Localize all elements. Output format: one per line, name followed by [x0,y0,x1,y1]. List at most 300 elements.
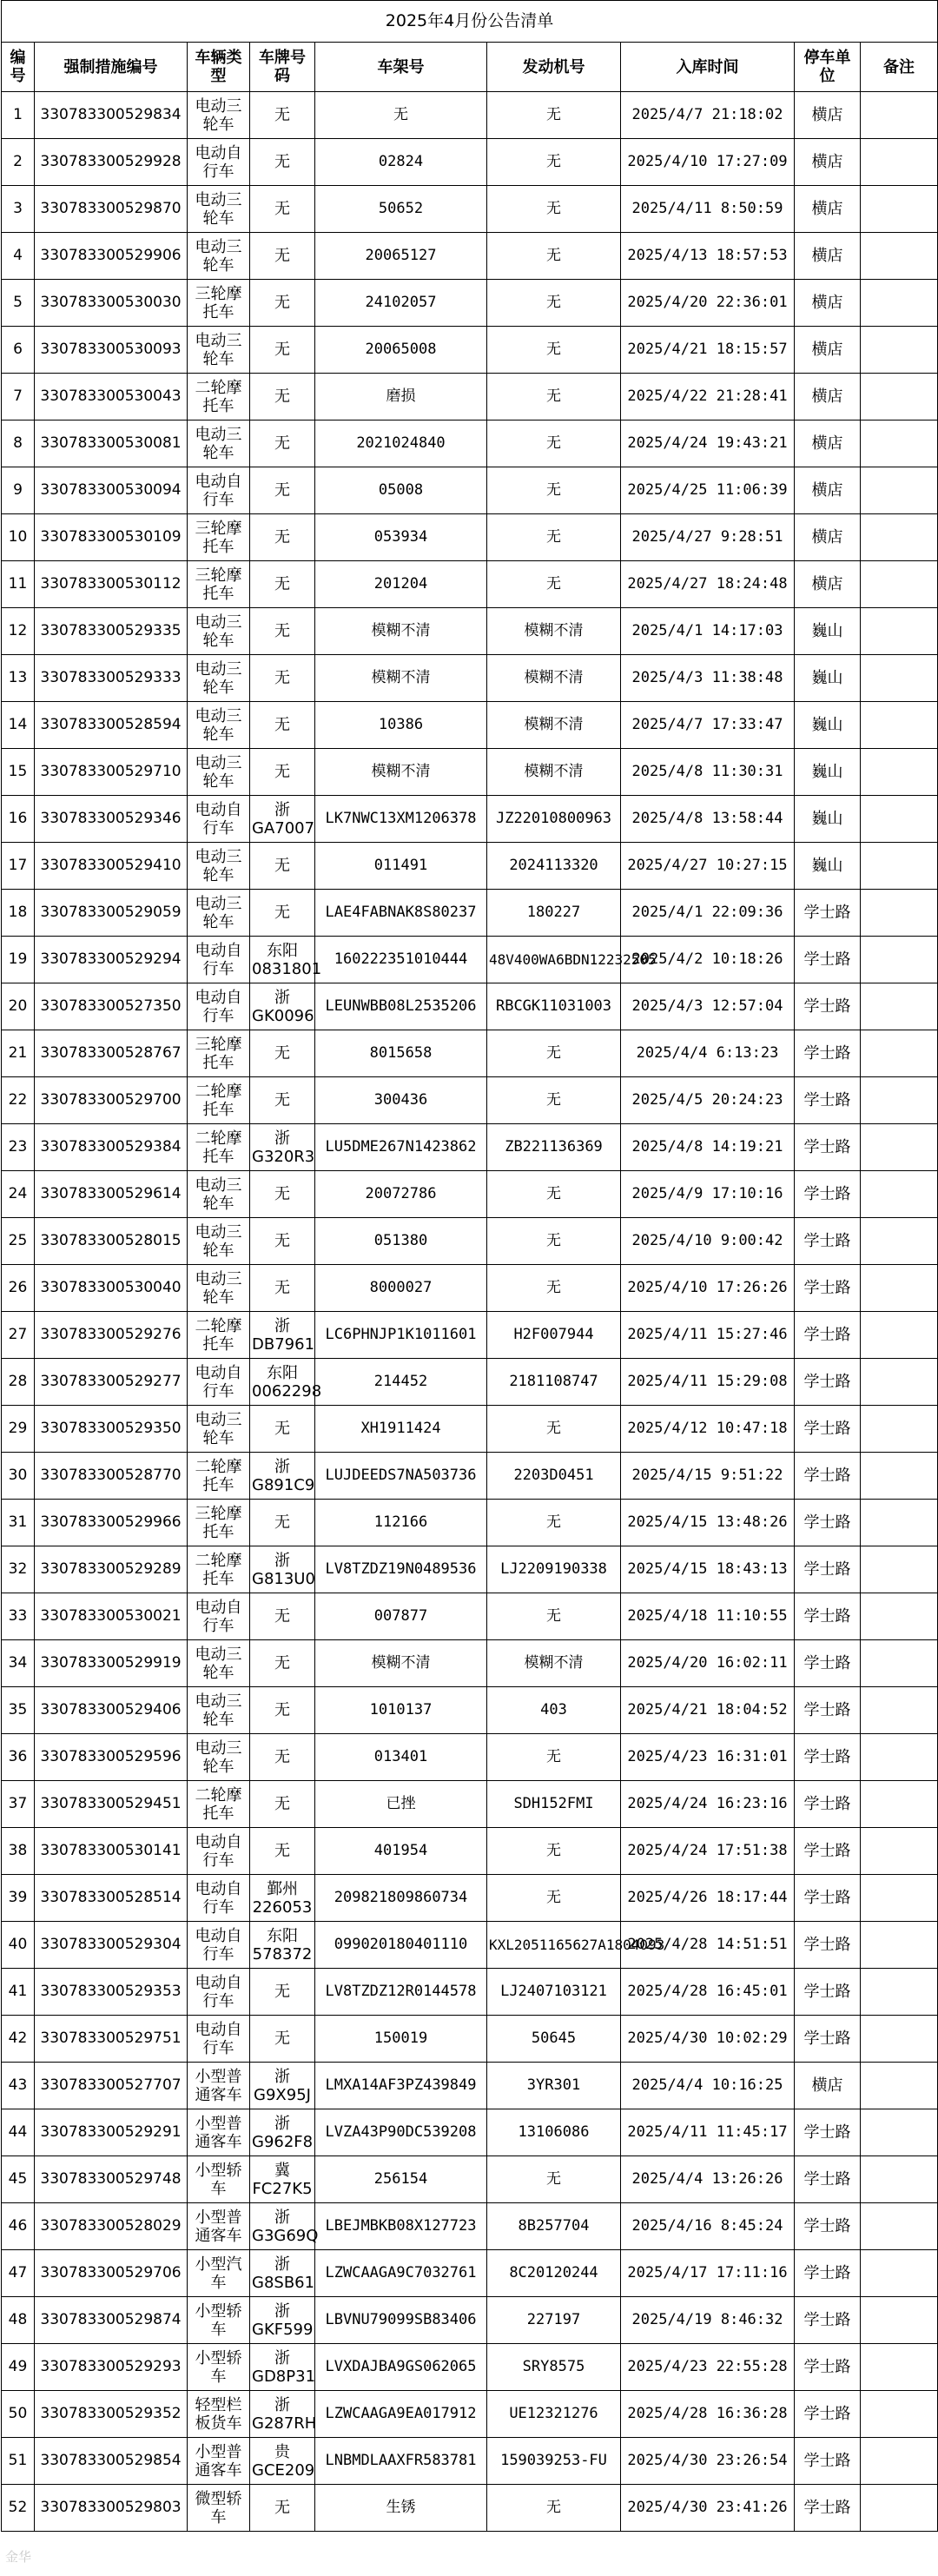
cell-frame-number: 300436 [315,1077,487,1124]
cell-number: 35 [2,1687,35,1734]
cell-frame-number: 模糊不清 [315,749,487,796]
cell-engine-number: SRY8575 [487,2344,621,2391]
cell-engine-number: ZB221136369 [487,1124,621,1171]
col-header-frame-number: 车架号 [315,43,487,92]
cell-engine-number: 227197 [487,2297,621,2344]
header-row [2,43,938,92]
table-row [2,1734,938,1781]
cell-engine-number: 无 [487,1218,621,1265]
cell-frame-number: 50652 [315,186,487,233]
cell-number: 16 [2,796,35,843]
cell-frame-number: 011491 [315,843,487,890]
cell-parking-unit: 巍山 [795,843,861,890]
cell-frame-number: 160222351010444 [315,937,487,983]
cell-engine-number: 2024113320 [487,843,621,890]
cell-frame-number: 112166 [315,1500,487,1546]
cell-enforcement-id: 330783300529289 [35,1546,188,1593]
cell-remarks [861,2016,938,2063]
cell-vehicle-type: 电动自行车 [188,2016,250,2063]
cell-parking-unit: 学士路 [795,2203,861,2250]
cell-storage-time: 2025/4/24 16:23:16 [621,1781,795,1828]
cell-remarks [861,186,938,233]
cell-frame-number: 1010137 [315,1687,487,1734]
cell-frame-number: 013401 [315,1734,487,1781]
cell-engine-number: LJ2407103121 [487,1969,621,2016]
cell-remarks [861,1077,938,1124]
cell-parking-unit: 学士路 [795,1593,861,1640]
cell-engine-number: 无 [487,1030,621,1077]
cell-plate: 浙G813U0 [250,1546,315,1593]
cell-parking-unit: 巍山 [795,608,861,655]
cell-number: 1 [2,92,35,139]
cell-number: 4 [2,233,35,280]
cell-remarks [861,2250,938,2297]
cell-engine-number: 模糊不清 [487,702,621,749]
cell-number: 6 [2,327,35,374]
cell-storage-time: 2025/4/1 14:17:03 [621,608,795,655]
cell-vehicle-type: 小型普通客车 [188,2438,250,2485]
cell-frame-number: 214452 [315,1359,487,1406]
cell-enforcement-id: 330783300529596 [35,1734,188,1781]
cell-vehicle-type: 电动自行车 [188,1828,250,1875]
cell-frame-number: 无 [315,92,487,139]
cell-enforcement-id: 330783300529854 [35,2438,188,2485]
cell-engine-number: 无 [487,1171,621,1218]
cell-vehicle-type: 三轮摩托车 [188,1030,250,1077]
cell-remarks [861,421,938,467]
cell-engine-number: 无 [487,1593,621,1640]
cell-vehicle-type: 电动三轮车 [188,1687,250,1734]
cell-engine-number: 无 [487,1406,621,1453]
table-row [2,374,938,421]
cell-frame-number: LK7NWC13XM1206378 [315,796,487,843]
cell-vehicle-type: 电动自行车 [188,937,250,983]
cell-remarks [861,1218,938,1265]
cell-frame-number: 20065127 [315,233,487,280]
cell-enforcement-id: 330783300529304 [35,1922,188,1969]
cell-remarks [861,1546,938,1593]
cell-remarks [861,1406,938,1453]
cell-plate: 无 [250,327,315,374]
cell-number: 39 [2,1875,35,1922]
cell-storage-time: 2025/4/27 9:28:51 [621,514,795,561]
cell-enforcement-id: 330783300530094 [35,467,188,514]
cell-parking-unit: 学士路 [795,937,861,983]
cell-enforcement-id: 330783300529700 [35,1077,188,1124]
cell-number: 45 [2,2156,35,2203]
cell-number: 40 [2,1922,35,1969]
cell-enforcement-id: 330783300529834 [35,92,188,139]
cell-number: 32 [2,1546,35,1593]
cell-plate: 浙GD8P31 [250,2344,315,2391]
cell-enforcement-id: 330783300529277 [35,1359,188,1406]
cell-remarks [861,1593,938,1640]
cell-engine-number: 无 [487,374,621,421]
cell-vehicle-type: 电动三轮车 [188,1640,250,1687]
cell-enforcement-id: 330783300529614 [35,1171,188,1218]
watermark: 金华 [5,2549,32,2565]
cell-engine-number: UE12321276 [487,2391,621,2438]
cell-plate: 浙GA7007 [250,796,315,843]
cell-enforcement-id: 330783300529335 [35,608,188,655]
cell-storage-time: 2025/4/11 15:27:46 [621,1312,795,1359]
cell-parking-unit: 学士路 [795,2485,861,2532]
cell-plate: 无 [250,139,315,186]
cell-storage-time: 2025/4/16 8:45:24 [621,2203,795,2250]
cell-storage-time: 2025/4/26 18:17:44 [621,1875,795,1922]
cell-engine-number: 403 [487,1687,621,1734]
cell-plate: 冀FC27K5 [250,2156,315,2203]
cell-parking-unit: 巍山 [795,749,861,796]
cell-number: 9 [2,467,35,514]
cell-plate: 无 [250,280,315,327]
cell-plate: 鄞州226053 [250,1875,315,1922]
cell-engine-number: 8B257704 [487,2203,621,2250]
cell-number: 26 [2,1265,35,1312]
cell-storage-time: 2025/4/27 18:24:48 [621,561,795,608]
col-header-plate: 车牌号码 [250,43,315,92]
table-row [2,2297,938,2344]
cell-parking-unit: 学士路 [795,1875,861,1922]
cell-vehicle-type: 电动三轮车 [188,421,250,467]
cell-remarks [861,655,938,702]
cell-parking-unit: 巍山 [795,655,861,702]
cell-engine-number: KXL2051165627A1804093 [487,1922,621,1969]
cell-enforcement-id: 330783300530109 [35,514,188,561]
cell-plate: 无 [250,421,315,467]
cell-vehicle-type: 小型普通客车 [188,2109,250,2156]
cell-enforcement-id: 330783300530081 [35,421,188,467]
cell-storage-time: 2025/4/15 18:43:13 [621,1546,795,1593]
cell-enforcement-id: 330783300529276 [35,1312,188,1359]
cell-vehicle-type: 小型普通客车 [188,2063,250,2109]
table-row [2,937,938,983]
cell-remarks [861,1828,938,1875]
cell-remarks [861,561,938,608]
cell-number: 25 [2,1218,35,1265]
cell-number: 12 [2,608,35,655]
cell-remarks [861,1453,938,1500]
cell-vehicle-type: 电动自行车 [188,1593,250,1640]
table-row [2,1828,938,1875]
cell-vehicle-type: 电动自行车 [188,467,250,514]
cell-number: 27 [2,1312,35,1359]
table-row [2,749,938,796]
cell-vehicle-type: 小型普通客车 [188,2203,250,2250]
cell-enforcement-id: 330783300529870 [35,186,188,233]
cell-enforcement-id: 330783300529410 [35,843,188,890]
cell-remarks [861,514,938,561]
cell-engine-number: 无 [487,186,621,233]
title-row [2,1,938,43]
table-row [2,514,938,561]
cell-frame-number: 10386 [315,702,487,749]
cell-engine-number: 2203D0451 [487,1453,621,1500]
cell-remarks [861,702,938,749]
table-row [2,1922,938,1969]
cell-plate: 浙G962F8 [250,2109,315,2156]
cell-plate: 无 [250,1030,315,1077]
table-row [2,139,938,186]
cell-plate: 无 [250,1500,315,1546]
cell-vehicle-type: 电动三轮车 [188,1734,250,1781]
cell-vehicle-type: 二轮摩托车 [188,1077,250,1124]
cell-parking-unit: 学士路 [795,2250,861,2297]
cell-frame-number: 2021024840 [315,421,487,467]
cell-enforcement-id: 330783300530093 [35,327,188,374]
cell-vehicle-type: 电动三轮车 [188,1265,250,1312]
cell-vehicle-type: 二轮摩托车 [188,1312,250,1359]
cell-storage-time: 2025/4/8 11:30:31 [621,749,795,796]
cell-remarks [861,608,938,655]
cell-plate: 浙G9X95J [250,2063,315,2109]
cell-vehicle-type: 三轮摩托车 [188,1500,250,1546]
cell-storage-time: 2025/4/18 11:10:55 [621,1593,795,1640]
cell-parking-unit: 学士路 [795,1453,861,1500]
cell-vehicle-type: 电动三轮车 [188,1406,250,1453]
cell-storage-time: 2025/4/7 21:18:02 [621,92,795,139]
cell-plate: 无 [250,890,315,937]
cell-parking-unit: 学士路 [795,2438,861,2485]
cell-frame-number: LVZA43P90DC539208 [315,2109,487,2156]
cell-remarks [861,1687,938,1734]
cell-plate: 浙G320R3 [250,1124,315,1171]
cell-storage-time: 2025/4/20 16:02:11 [621,1640,795,1687]
table-row [2,92,938,139]
cell-storage-time: 2025/4/23 16:31:01 [621,1734,795,1781]
table-row [2,1546,938,1593]
cell-engine-number: 无 [487,1500,621,1546]
cell-parking-unit: 学士路 [795,1359,861,1406]
table-row [2,1312,938,1359]
cell-vehicle-type: 三轮摩托车 [188,280,250,327]
cell-number: 11 [2,561,35,608]
table-row [2,1875,938,1922]
cell-vehicle-type: 微型轿车 [188,2485,250,2532]
cell-frame-number: 007877 [315,1593,487,1640]
cell-plate: 无 [250,1969,315,2016]
cell-number: 24 [2,1171,35,1218]
table-row [2,561,938,608]
cell-number: 15 [2,749,35,796]
col-header-enforcement-id: 强制措施编号 [35,43,188,92]
cell-parking-unit: 横店 [795,280,861,327]
table-row [2,280,938,327]
cell-enforcement-id: 330783300529059 [35,890,188,937]
cell-parking-unit: 学士路 [795,2297,861,2344]
cell-parking-unit: 学士路 [795,1218,861,1265]
table-row [2,843,938,890]
cell-enforcement-id: 330783300528770 [35,1453,188,1500]
cell-storage-time: 2025/4/28 14:51:51 [621,1922,795,1969]
cell-vehicle-type: 二轮摩托车 [188,1546,250,1593]
cell-number: 46 [2,2203,35,2250]
cell-storage-time: 2025/4/30 23:26:54 [621,2438,795,2485]
cell-vehicle-type: 二轮摩托车 [188,1124,250,1171]
cell-storage-time: 2025/4/24 17:51:38 [621,1828,795,1875]
cell-storage-time: 2025/4/4 13:26:26 [621,2156,795,2203]
cell-storage-time: 2025/4/4 6:13:23 [621,1030,795,1077]
cell-parking-unit: 学士路 [795,1828,861,1875]
cell-storage-time: 2025/4/10 17:27:09 [621,139,795,186]
cell-vehicle-type: 二轮摩托车 [188,374,250,421]
cell-enforcement-id: 330783300530112 [35,561,188,608]
cell-remarks [861,2203,938,2250]
cell-enforcement-id: 330783300530030 [35,280,188,327]
table-row [2,2391,938,2438]
table-row [2,1171,938,1218]
table-row [2,2250,938,2297]
cell-parking-unit: 学士路 [795,1030,861,1077]
cell-frame-number: 已挫 [315,1781,487,1828]
cell-enforcement-id: 330783300529906 [35,233,188,280]
cell-engine-number: LJ2209190338 [487,1546,621,1593]
cell-storage-time: 2025/4/13 18:57:53 [621,233,795,280]
cell-number: 34 [2,1640,35,1687]
cell-plate: 无 [250,2485,315,2532]
cell-frame-number: 模糊不清 [315,655,487,702]
table-row [2,1359,938,1406]
cell-engine-number: 8C20120244 [487,2250,621,2297]
cell-parking-unit: 学士路 [795,1077,861,1124]
table-row [2,702,938,749]
cell-vehicle-type: 电动三轮车 [188,655,250,702]
cell-engine-number: 无 [487,280,621,327]
cell-number: 43 [2,2063,35,2109]
cell-frame-number: LAE4FABNAK8S80237 [315,890,487,937]
cell-vehicle-type: 三轮摩托车 [188,514,250,561]
cell-plate: 东阳0062298 [250,1359,315,1406]
cell-plate: 无 [250,1171,315,1218]
table-row [2,2438,938,2485]
cell-vehicle-type: 电动三轮车 [188,749,250,796]
cell-engine-number: 无 [487,514,621,561]
cell-number: 30 [2,1453,35,1500]
cell-storage-time: 2025/4/8 13:58:44 [621,796,795,843]
cell-remarks [861,1359,938,1406]
cell-plate: 无 [250,561,315,608]
cell-enforcement-id: 330783300529406 [35,1687,188,1734]
cell-vehicle-type: 电动自行车 [188,1875,250,1922]
cell-enforcement-id: 330783300529451 [35,1781,188,1828]
cell-remarks [861,2344,938,2391]
cell-remarks [861,1875,938,1922]
cell-engine-number: 无 [487,1734,621,1781]
cell-parking-unit: 横店 [795,233,861,280]
cell-number: 29 [2,1406,35,1453]
cell-number: 31 [2,1500,35,1546]
col-header-remarks: 备注 [861,43,938,92]
table-row [2,2063,938,2109]
table-row [2,2203,938,2250]
table-row [2,655,938,702]
cell-frame-number: 05008 [315,467,487,514]
cell-plate: 浙G3G69Q [250,2203,315,2250]
cell-engine-number: 无 [487,1875,621,1922]
cell-vehicle-type: 小型汽车 [188,2250,250,2297]
cell-engine-number: 模糊不清 [487,1640,621,1687]
cell-plate: 无 [250,1640,315,1687]
cell-parking-unit: 学士路 [795,1922,861,1969]
cell-parking-unit: 学士路 [795,983,861,1030]
cell-number: 21 [2,1030,35,1077]
cell-plate: 无 [250,702,315,749]
table-row [2,327,938,374]
cell-vehicle-type: 电动三轮车 [188,702,250,749]
cell-number: 38 [2,1828,35,1875]
table-row [2,2016,938,2063]
cell-vehicle-type: 电动三轮车 [188,233,250,280]
cell-storage-time: 2025/4/21 18:04:52 [621,1687,795,1734]
cell-plate: 东阳0831801 [250,937,315,983]
cell-vehicle-type: 轻型栏板货车 [188,2391,250,2438]
cell-frame-number: LZWCAAGA9C7032761 [315,2250,487,2297]
cell-remarks [861,1781,938,1828]
cell-frame-number: LV8TZDZ19N0489536 [315,1546,487,1593]
cell-parking-unit: 巍山 [795,796,861,843]
cell-vehicle-type: 二轮摩托车 [188,1781,250,1828]
cell-number: 10 [2,514,35,561]
cell-remarks [861,1265,938,1312]
cell-engine-number: 13106086 [487,2109,621,2156]
cell-storage-time: 2025/4/9 17:10:16 [621,1171,795,1218]
cell-engine-number: 无 [487,1828,621,1875]
cell-frame-number: 099020180401110 [315,1922,487,1969]
cell-remarks [861,2485,938,2532]
cell-storage-time: 2025/4/10 17:26:26 [621,1265,795,1312]
cell-remarks [861,2156,938,2203]
cell-number: 49 [2,2344,35,2391]
cell-number: 13 [2,655,35,702]
cell-number: 52 [2,2485,35,2532]
cell-plate: 无 [250,2016,315,2063]
cell-remarks [861,467,938,514]
cell-remarks [861,233,938,280]
cell-storage-time: 2025/4/28 16:45:01 [621,1969,795,2016]
cell-number: 36 [2,1734,35,1781]
table-row [2,1500,938,1546]
cell-number: 17 [2,843,35,890]
cell-remarks [861,2297,938,2344]
cell-number: 42 [2,2016,35,2063]
cell-remarks [861,749,938,796]
cell-plate: 无 [250,1218,315,1265]
cell-engine-number: 模糊不清 [487,749,621,796]
cell-remarks [861,1030,938,1077]
table-row [2,1781,938,1828]
cell-storage-time: 2025/4/20 22:36:01 [621,280,795,327]
cell-remarks [861,937,938,983]
cell-plate: 无 [250,1593,315,1640]
cell-parking-unit: 学士路 [795,2391,861,2438]
cell-enforcement-id: 330783300529352 [35,2391,188,2438]
cell-number: 19 [2,937,35,983]
cell-remarks [861,1312,938,1359]
cell-engine-number: SDH152FMI [487,1781,621,1828]
cell-vehicle-type: 电动自行车 [188,1359,250,1406]
cell-remarks [861,1171,938,1218]
cell-frame-number: 053934 [315,514,487,561]
cell-enforcement-id: 330783300529706 [35,2250,188,2297]
cell-plate: 无 [250,1828,315,1875]
cell-enforcement-id: 330783300529294 [35,937,188,983]
cell-storage-time: 2025/4/28 16:36:28 [621,2391,795,2438]
cell-frame-number: 模糊不清 [315,1640,487,1687]
cell-vehicle-type: 电动三轮车 [188,92,250,139]
cell-engine-number: 无 [487,92,621,139]
cell-enforcement-id: 330783300529384 [35,1124,188,1171]
cell-frame-number: 20072786 [315,1171,487,1218]
